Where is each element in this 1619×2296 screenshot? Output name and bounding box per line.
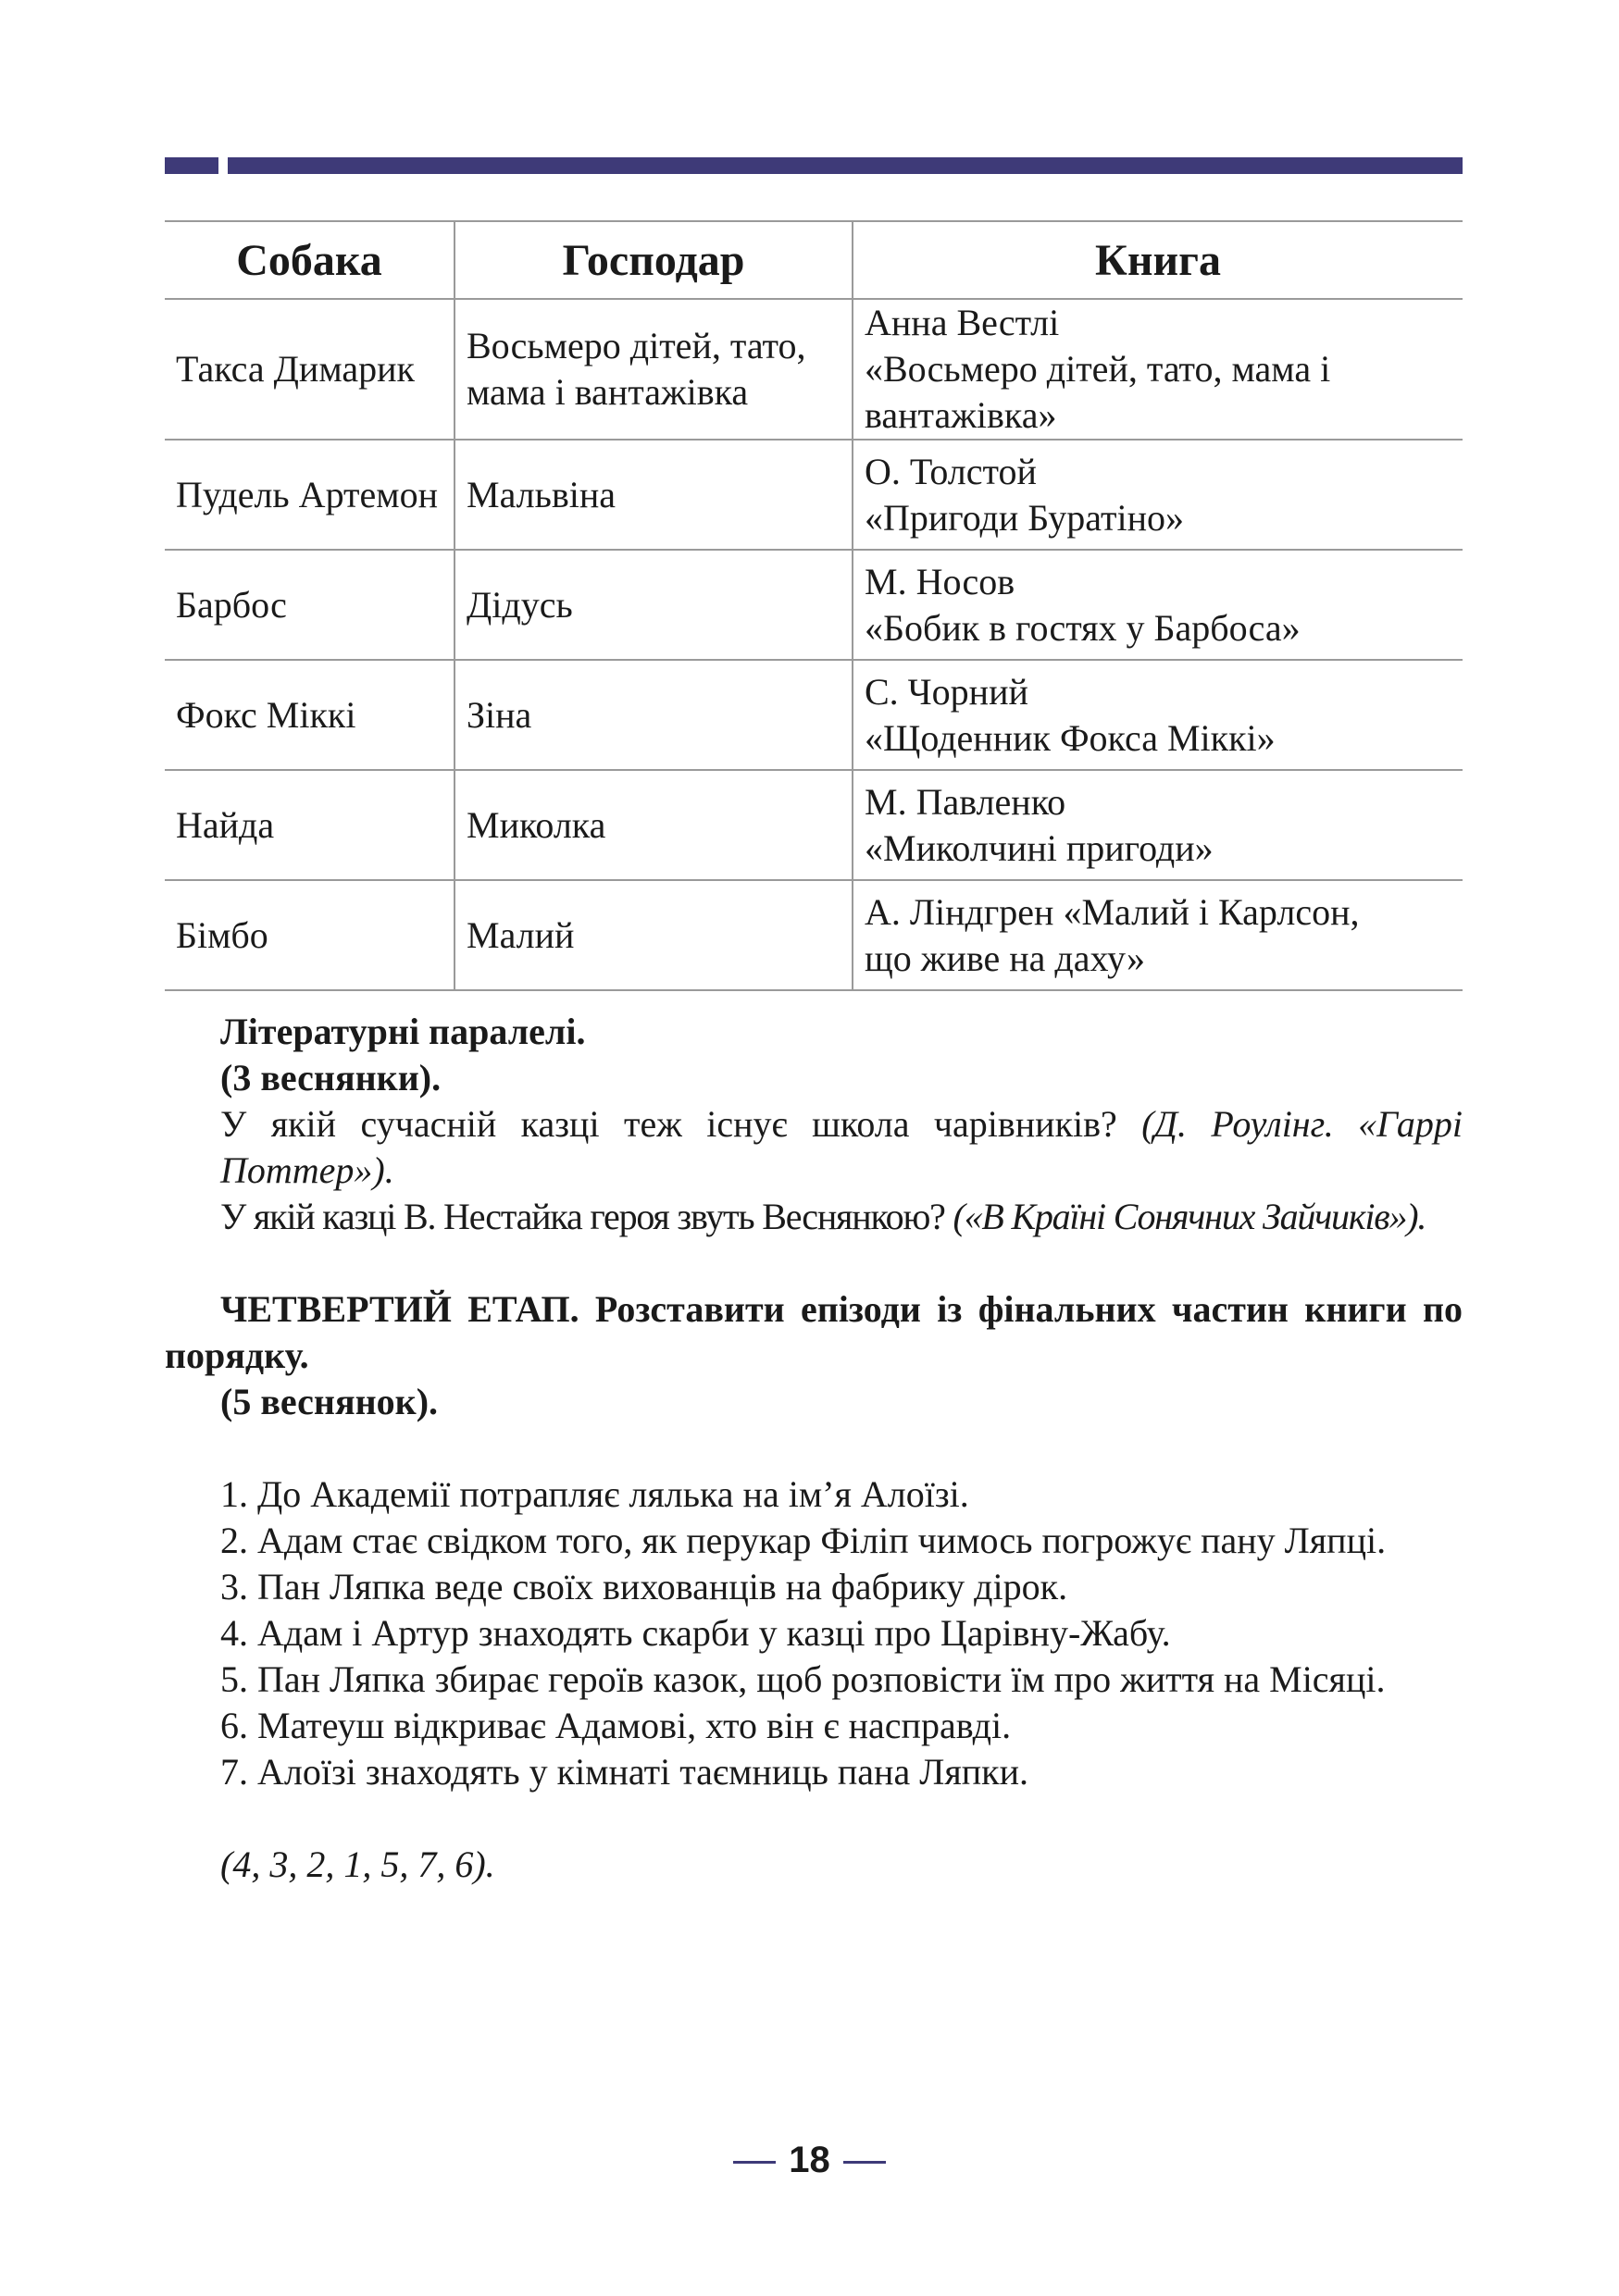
book-cell (853, 660, 1463, 770)
stage-four-heading: ЧЕТВЕРТИЙ ЕТАП. Розставити епізоди із фінальних частин книги по порядку. (165, 1288, 1463, 1376)
owner-line: Восьмеро дітей, тато, (467, 325, 806, 366)
table-row (165, 440, 1463, 550)
parallels-question-2 (165, 1194, 1463, 1240)
table-row (165, 660, 1463, 770)
footer-dash-left (733, 2161, 776, 2164)
stage-four-section (165, 1286, 1463, 1888)
book-line: вантажівка» (865, 394, 1057, 436)
header-bar-short (165, 157, 218, 174)
answer-text: (Д. Роулінг. «Гаррі Поттер»). (220, 1103, 1463, 1191)
dog-cell: Пудель Артемон (165, 440, 455, 550)
owner-cell: Мальвіна (455, 440, 853, 550)
book-cell (853, 880, 1463, 990)
question-text: У якій сучасній казці теж існує школа чарівників? (220, 1103, 1117, 1145)
list-item: 3. Пан Ляпка веде своїх вихованців на фабрику дірок. (220, 1566, 1068, 1607)
stage-four-answer: (4, 3, 2, 1, 5, 7, 6). (220, 1843, 495, 1885)
dog-cell: Бімбо (165, 880, 455, 990)
table-row (165, 299, 1463, 440)
book-line: «Щоденник Фокса Міккі» (865, 716, 1276, 759)
list-item: 2. Адам стає свідком того, як перукар Філіп чимось погрожує пану Ляпці. (220, 1520, 1387, 1561)
literary-parallels-section (165, 1009, 1463, 1240)
question-text: У якій казці В. Нестайка героя звуть Веснянкою? (220, 1196, 945, 1237)
parallels-heading: Літературні паралелі. (220, 1011, 586, 1052)
table-row (165, 880, 1463, 990)
table-header-row (165, 221, 1463, 299)
list-item: 7. Алоїзі знаходять у кімнаті таємниць пана Ляпки. (220, 1751, 1028, 1793)
owner-cell (455, 299, 853, 440)
book-line: що живе на даху» (865, 937, 1145, 979)
list-item: 4. Адам і Артур знаходять скарби у казці про Царівну-Жабу. (220, 1612, 1171, 1654)
list-item: 5. Пан Ляпка збирає героїв казок, щоб розповісти їм про життя на Місяці. (220, 1658, 1386, 1700)
stage-four-points: (5 веснянок). (220, 1381, 439, 1422)
list-item: 6. Матеуш відкриває Адамові, хто він є насправді. (220, 1705, 1012, 1746)
dog-cell: Фокс Міккі (165, 660, 455, 770)
book-cell (853, 550, 1463, 660)
owner-cell: Миколка (455, 770, 853, 880)
owner-cell: Малий (455, 880, 853, 990)
footer-dash-right (843, 2161, 886, 2164)
page-number: 18 (789, 2140, 830, 2180)
book-line: С. Чорний (865, 670, 1028, 713)
book-line: Анна Вестлі (865, 302, 1060, 343)
table-row (165, 770, 1463, 880)
page-footer (0, 2140, 1619, 2181)
dog-cell: Барбос (165, 550, 455, 660)
owner-line: мама і вантажівка (467, 371, 749, 413)
header-book: Книга (853, 221, 1463, 299)
book-cell (853, 440, 1463, 550)
book-line: «Пригоди Буратіно» (865, 496, 1184, 539)
owner-cell: Зіна (455, 660, 853, 770)
list-item: 1. До Академії потрапляє лялька на ім’я Алоїзі. (220, 1473, 969, 1515)
header-owner: Господар (455, 221, 853, 299)
dogs-table (165, 220, 1463, 991)
answer-text: («В Країні Сонячних Зайчиків»). (953, 1196, 1426, 1237)
book-line: О. Толстой (865, 450, 1037, 492)
parallels-points: (3 веснянки). (220, 1057, 442, 1098)
header-dog: Собака (165, 221, 455, 299)
dog-cell: Такса Димарик (165, 299, 455, 440)
dog-cell: Найда (165, 770, 455, 880)
book-line: «Бобик в гостях у Барбоса» (865, 606, 1301, 649)
header-bar-long (228, 157, 1463, 174)
book-line: М. Носов (865, 560, 1015, 602)
table-row (165, 550, 1463, 660)
book-line: М. Павленко (865, 780, 1066, 823)
parallels-question-1 (165, 1101, 1463, 1194)
book-cell (853, 770, 1463, 880)
book-cell (853, 299, 1463, 440)
book-line: «Миколчині пригоди» (865, 826, 1214, 869)
owner-cell: Дідусь (455, 550, 853, 660)
book-line: «Восьмеро дітей, тато, мама і (865, 348, 1331, 390)
book-line: А. Ліндгрен «Малий і Карлсон, (865, 890, 1360, 933)
